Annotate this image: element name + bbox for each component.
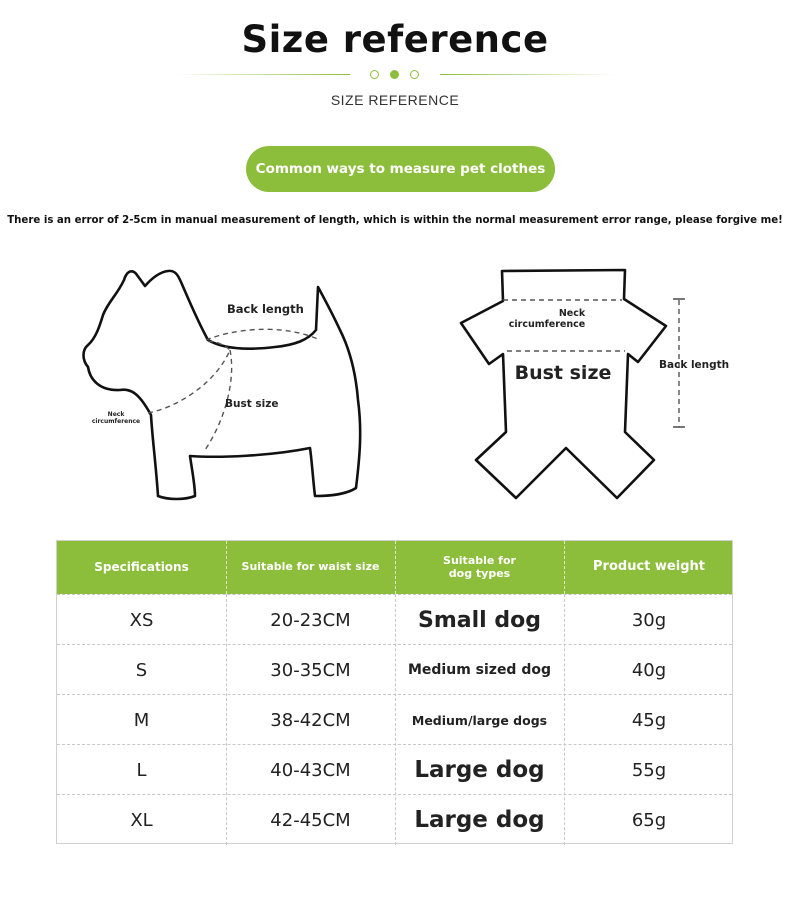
- table-header: [57, 541, 732, 594]
- cell-weight: 45g: [631, 709, 667, 731]
- dog-neck-label-1: Neck: [107, 411, 125, 418]
- garment-neck-label-1: Neck: [558, 308, 586, 319]
- garment-back-length-label: Back length: [659, 359, 730, 371]
- page-subtitle: SIZE REFERENCE: [330, 92, 460, 108]
- cell-weight: 30g: [631, 609, 667, 631]
- dot-hollow-left: [370, 70, 379, 79]
- cell-spec: S: [135, 659, 148, 681]
- garment-illustration: [461, 270, 666, 498]
- cell-waist: 38-42CM: [270, 709, 351, 731]
- cell-dog-type: Large dog: [414, 807, 545, 833]
- size-table: [56, 540, 733, 844]
- divider-right: [440, 74, 615, 75]
- garment-bust-size-label: Bust size: [514, 362, 612, 384]
- dot-solid: [390, 70, 399, 79]
- dot-hollow-right: [410, 70, 419, 79]
- cell-waist: 42-45CM: [270, 809, 351, 831]
- measure-methods-badge: Common ways to measure pet clothes: [246, 146, 555, 192]
- cell-spec: XS: [129, 609, 154, 631]
- dog-back-length-label: Back length: [227, 302, 304, 316]
- measurement-illustrations: [0, 250, 790, 510]
- dog-neck-label-2: circumference: [91, 418, 141, 425]
- cell-spec: XL: [130, 809, 153, 831]
- cell-waist: 20-23CM: [270, 609, 351, 631]
- header-product-weight: Product weight: [593, 559, 705, 575]
- dog-neck-line: [148, 341, 230, 413]
- garment-outline: [461, 270, 666, 498]
- header-specifications: Specifications: [94, 559, 189, 574]
- cell-dog-type: Small dog: [418, 607, 541, 633]
- cell-weight: 65g: [631, 809, 667, 831]
- header-waist-size: Suitable for waist size: [241, 560, 380, 574]
- divider-left: [175, 74, 350, 75]
- cell-dog-type: Medium sized dog: [407, 662, 551, 678]
- header-dog-types: Suitable for dog types: [443, 554, 516, 580]
- dog-bust-size-label: Bust size: [225, 398, 279, 410]
- cell-weight: 55g: [631, 759, 667, 781]
- cell-spec: M: [133, 709, 150, 731]
- dog-outline: [84, 271, 361, 499]
- measurement-error-notice: There is an error of 2-5cm in manual measurement of length, which is within the normal measurement error range, please forgive me!: [7, 215, 783, 226]
- cell-dog-type: Large dog: [414, 757, 545, 783]
- cell-weight: 40g: [631, 659, 667, 681]
- dog-back-length-line: [206, 329, 320, 340]
- page-title: Size reference: [241, 18, 549, 61]
- cell-dog-type: Medium/large dogs: [411, 712, 548, 728]
- dog-illustration: [84, 271, 361, 499]
- cell-spec: L: [136, 759, 147, 781]
- cell-waist: 30-35CM: [270, 659, 351, 681]
- garment-neck-label-2: circumference: [508, 319, 586, 330]
- cell-waist: 40-43CM: [270, 759, 351, 781]
